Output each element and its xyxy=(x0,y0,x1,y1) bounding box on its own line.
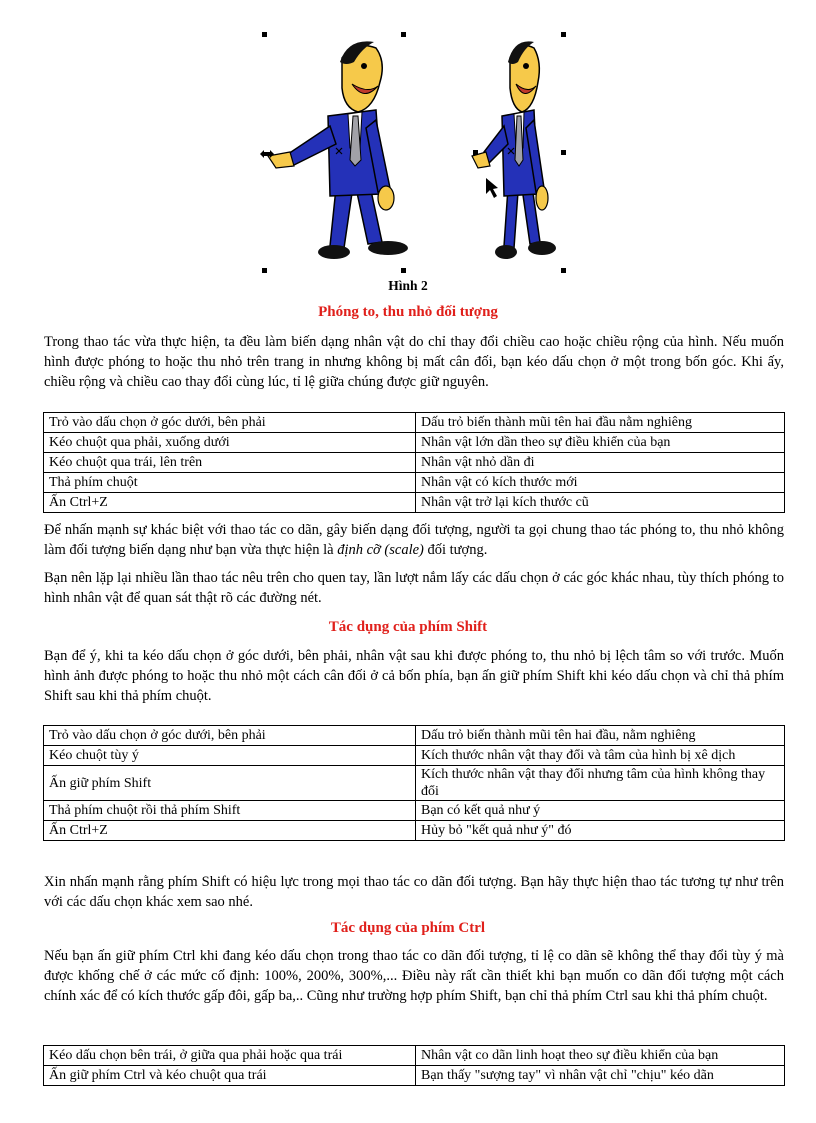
table-cell: Ấn Ctrl+Z xyxy=(44,821,416,841)
table-shift-steps xyxy=(43,725,785,841)
table-cell: Kích thước nhân vật thay đổi nhưng tâm của hình không thay đổi xyxy=(416,766,785,801)
table-row xyxy=(44,801,785,821)
heading-scale-object: Phóng to, thu nhỏ đối tượng xyxy=(318,304,498,320)
figure-caption: Hình 2 xyxy=(388,278,428,293)
table-cell: Ấn giữ phím Ctrl và kéo chuột qua trái xyxy=(44,1066,416,1086)
table-row xyxy=(44,1046,785,1066)
paragraph-scale-definition xyxy=(44,520,784,560)
table-row xyxy=(44,453,785,473)
table-cell: Nhân vật co dãn linh hoạt theo sự điều khiển của bạn xyxy=(416,1046,785,1066)
table-scale-steps xyxy=(43,412,785,513)
table-cell: Bạn thấy "sượng tay" vì nhân vật chỉ "chịu" kéo dãn xyxy=(416,1066,785,1086)
italic-term: định cỡ (scale) xyxy=(337,542,424,558)
table-cell: Trỏ vào dấu chọn ở góc dưới, bên phải xyxy=(44,726,416,746)
character-narrow xyxy=(472,41,556,259)
table-row xyxy=(44,746,785,766)
paragraph-shift-intro: Bạn để ý, khi ta kéo dấu chọn ở góc dưới, bên phải, nhân vật sau khi được phóng to, thu nhỏ bị lệch tâm so với trước. Muốn hình ảnh được phóng to hoặc thu nhỏ một cách cân đối ở cả bốn phía, bạn ấn giữ phím Shift khi kéo dấu chọn và chỉ thả phím Shift sau khi thả phím chuột. xyxy=(44,648,784,704)
table-cell: Nhân vật trở lại kích thước cũ xyxy=(416,493,785,513)
paragraph-ctrl-intro: Nếu bạn ấn giữ phím Ctrl khi đang kéo dấu chọn trong thao tác co dãn đối tượng, tỉ lệ co dãn sẽ không thể thay đổi tùy ý mà được khống chế ở các mức cố định: 100%, 200%, 300%,... Điều này rất cần thiết khi bạn muốn co dãn đối tượng một cách chính xác để có kích thước gấp đôi, gấp ba,.. Cũng như trường hợp phím Shift, bạn chỉ thả phím Ctrl sau khi thả phím chuột. xyxy=(44,948,784,1004)
table-row xyxy=(44,1066,785,1086)
table-row xyxy=(44,413,785,433)
table-cell: Kéo chuột qua phải, xuống dưới xyxy=(44,433,416,453)
table-row xyxy=(44,726,785,746)
text-run: Để nhấn mạnh sự khác biệt với thao tác co dãn, gây biến dạng đối tượng, người ta gọi chung thao tác phóng to, thu nhỏ không làm đối tượng biến dạng như bạn vừa thực hiện là xyxy=(44,522,784,558)
mouse-pointer-icon xyxy=(486,178,498,198)
table-row xyxy=(44,821,785,841)
table-cell: Kéo dấu chọn bên trái, ở giữa qua phải hoặc qua trái xyxy=(44,1046,416,1066)
paragraph-scale-intro: Trong thao tác vừa thực hiện, ta đều làm biến dạng nhân vật do chỉ thay đổi chiều cao hoặc chiều rộng của hình. Nếu muốn hình được phóng to hoặc thu nhỏ trên trang in nhưng không bị mất cân đối, bạn kéo dấu chọn ở một trong bốn góc. Khi ấy, chiều rộng và chiều cao thay đổi cùng lúc, tỉ lệ giữa chúng được giữ nguyên. xyxy=(44,334,784,390)
table-cell: Thả phím chuột rồi thả phím Shift xyxy=(44,801,416,821)
table-ctrl-steps xyxy=(43,1045,785,1086)
table-cell: Nhân vật có kích thước mới xyxy=(416,473,785,493)
table-row xyxy=(44,493,785,513)
table-cell: Dấu trỏ biến thành mũi tên hai đầu, nằm nghiêng xyxy=(416,726,785,746)
table-row xyxy=(44,766,785,801)
table-cell: Kéo chuột tùy ý xyxy=(44,746,416,766)
table-cell: Dấu trỏ biến thành mũi tên hai đầu nằm nghiêng xyxy=(416,413,785,433)
table-row xyxy=(44,473,785,493)
table-cell: Kéo chuột qua trái, lên trên xyxy=(44,453,416,473)
figure-scaled-characters xyxy=(258,28,568,276)
table-cell: Nhân vật nhỏ dần đi xyxy=(416,453,785,473)
heading-shift-key: Tác dụng của phím Shift xyxy=(328,619,488,635)
table-cell: Thả phím chuột xyxy=(44,473,416,493)
table-cell: Ấn giữ phím Shift xyxy=(44,766,416,801)
table-cell: Bạn có kết quả như ý xyxy=(416,801,785,821)
paragraph-practice: Bạn nên lặp lại nhiều lần thao tác nêu trên cho quen tay, lần lượt nắm lấy các dấu chọn ở các góc khác nhau, tùy thích phóng to hình nhân vật để quan sát thật rõ các đường nét. xyxy=(44,570,784,606)
table-cell: Kích thước nhân vật thay đổi và tâm của hình bị xê dịch xyxy=(416,746,785,766)
table-cell: Ấn Ctrl+Z xyxy=(44,493,416,513)
table-cell: Hủy bỏ "kết quả như ý" đó xyxy=(416,821,785,841)
cartoon-illustration xyxy=(258,28,568,276)
heading-ctrl-key: Tác dụng của phím Ctrl xyxy=(330,920,486,936)
table-row xyxy=(44,433,785,453)
table-cell: Trỏ vào dấu chọn ở góc dưới, bên phải xyxy=(44,413,416,433)
text-run: đối tượng. xyxy=(423,542,488,558)
table-cell: Nhân vật lớn dần theo sự điều khiển của bạn xyxy=(416,433,785,453)
paragraph-shift-note: Xin nhấn mạnh rằng phím Shift có hiệu lực trong mọi thao tác co dãn đối tượng. Bạn hãy thực hiện thao tác tương tự như trên với các dấu chọn khác xem sao nhé. xyxy=(44,874,784,910)
